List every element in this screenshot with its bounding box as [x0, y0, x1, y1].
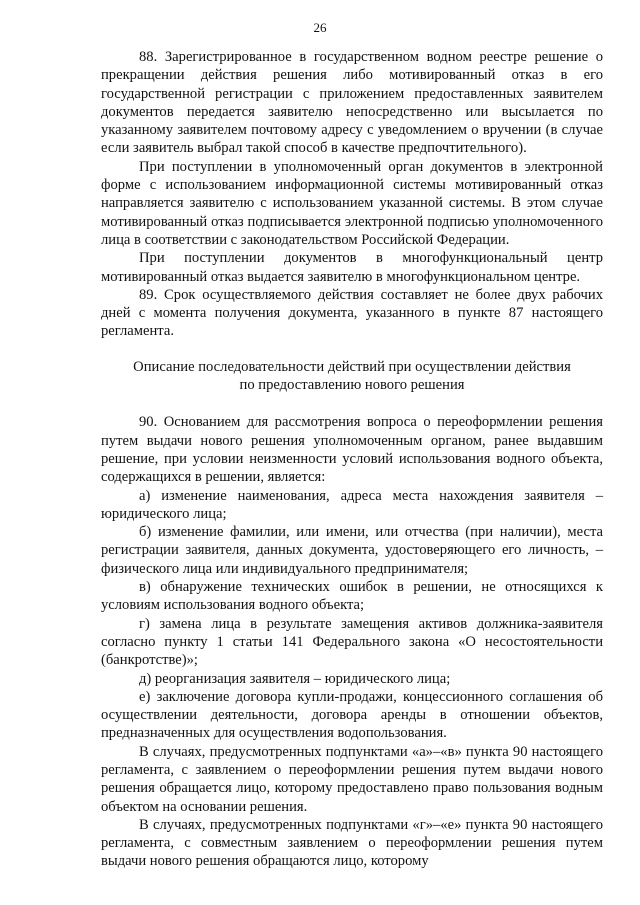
- paragraph-mfc-refusal: При поступлении документов в многофункциональный центр мотивированный отказ выдается заявителю в многофункциональном центре.: [101, 250, 603, 285]
- paragraph-89: 89. Срок осуществляемого действия составляет не более двух рабочих дней с момента получения документа, указанного в пункте 87 настоящего регламента.: [101, 286, 603, 340]
- paragraph-cases-a-v: В случаях, предусмотренных подпунктами «а»–«в» пункта 90 настоящего регламента, с заявлением о переоформлении решения путем выдачи нового решения обращается лицо, которому предоставлено право пользования водным объектом на основании решения.: [101, 743, 603, 815]
- section-heading-line-1: Описание последовательности действий при осуществлении действия: [133, 358, 571, 375]
- list-item-v: в) обнаружение технических ошибок в решении, не относящихся к условиям использования водного объекта;: [101, 579, 603, 614]
- paragraph-cases-g-e: В случаях, предусмотренных подпунктами «г»–«е» пункта 90 настоящего регламента, с совместным заявлением о переоформлении решения путем выдачи нового решения обращаются лицо, которому: [101, 816, 603, 870]
- page-number: 26: [313, 20, 327, 35]
- list-item-a: а) изменение наименования, адреса места нахождения заявителя – юридического лица;: [101, 487, 603, 522]
- document-body: [101, 48, 603, 871]
- list-item-e: е) заключение договора купли-продажи, концессионного соглашения об осуществлении деятельности, договора аренды в отношении объектов, предназначенных для осуществления водопользования.: [101, 688, 603, 742]
- paragraph-electronic-refusal: При поступлении в уполномоченный орган документов в электронной форме с использованием информационной системы мотивированный отказ направляется заявителю с использованием указанной системы. В этом случае мотивированный отказ подписывается электронной подписью уполномоченного лица в соответствии с законодательством Российской Федерации.: [101, 158, 603, 248]
- list-item-d: д) реорганизация заявителя – юридического лица;: [139, 670, 451, 687]
- section-heading: [101, 358, 603, 395]
- section-heading-line-2: по предоставлению нового решения: [239, 377, 465, 394]
- list-item-g: г) замена лица в результате замещения активов должника-заявителя согласно пункту 1 статьи 141 Федерального закона «О несостоятельности (банкротстве)»;: [101, 615, 603, 669]
- list-item-b: б) изменение фамилии, или имени, или отчества (при наличии), места регистрации заявителя, данных документа, удостоверяющего его личность, – физического лица или индивидуального предпринимателя;: [101, 524, 603, 577]
- paragraph-88: 88. Зарегистрированное в государственном водном реестре решение о прекращении действия решения либо мотивированный отказ в его государственной регистрации с приложением предоставленных заявителем документов передается заявителю непосредственно или высылается по указанному заявителем почтовому адресу с уведомлением о вручении (в случае если заявитель выбрал такой способ в качестве предпочтительного).: [101, 49, 603, 157]
- paragraph-90: 90. Основанием для рассмотрения вопроса о переоформлении решения путем выдачи нового решения уполномоченным органом, ранее выдавшим решение, при условии неизменности условий использования водного объекта, содержащихся в решении, является:: [101, 414, 603, 486]
